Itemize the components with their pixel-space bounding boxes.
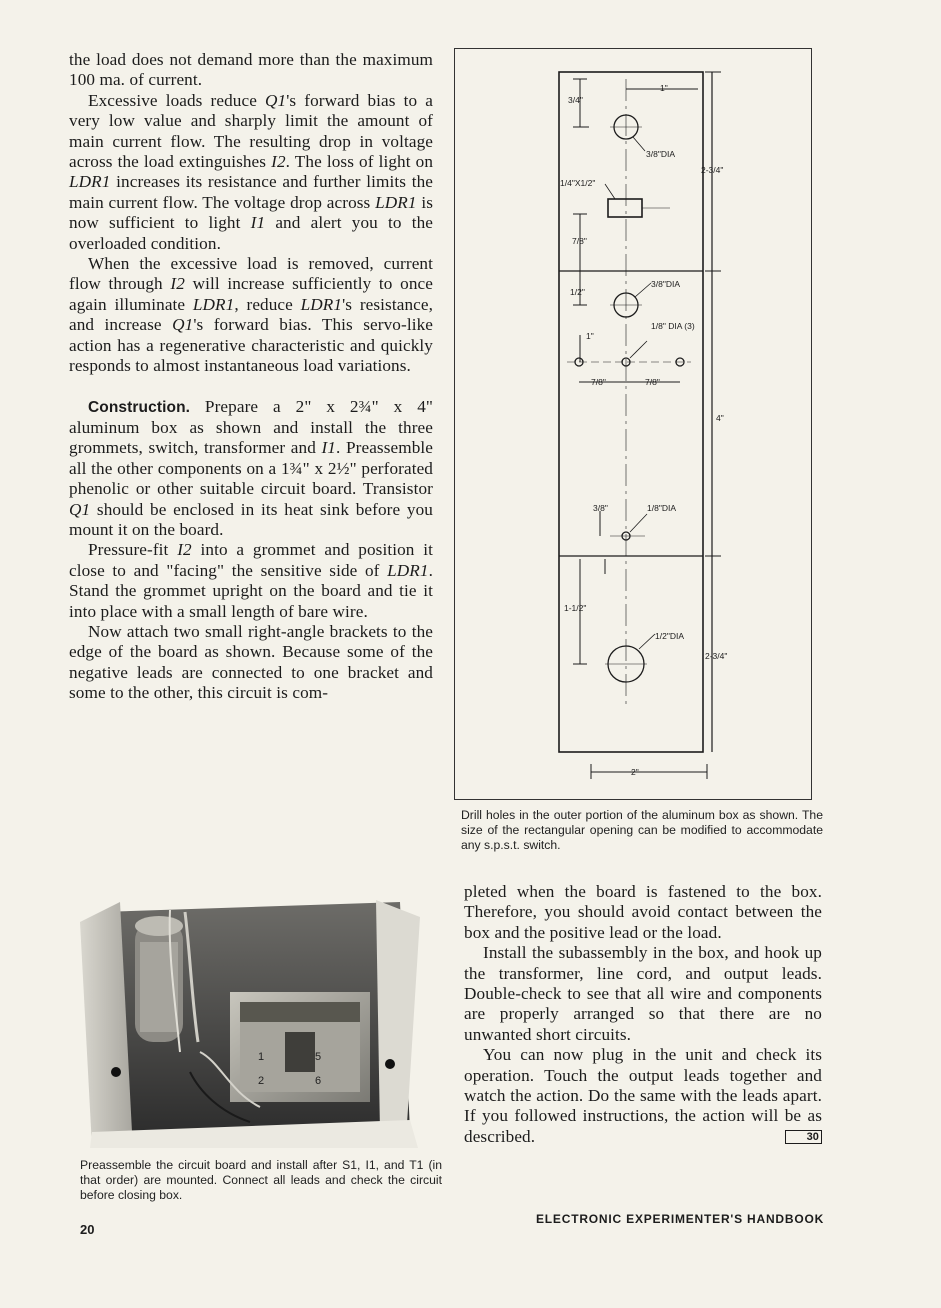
paragraph-excessive-loads: Excessive loads reduce Q1's forward bias to a very low value and sharply limit the amount of main current flow. The resulting drop in voltage across the load extinguishes I2. The loss of light on LDR1 increases its resistance and further limits the main current flow. The voltage drop across LDR1 is now sufficient to light I1 and alert you to the overloaded condition.: [69, 90, 434, 253]
dim-3-8-dia-middle: 3/8"DIA: [651, 279, 681, 289]
dim-1in-top: 1": [660, 83, 668, 93]
paragraph-pressure-fit: Pressure-fit I2 into a grommet and position it close to and "facing" the sensitive side of LDR1. Stand the grommet upright on the board and tie it into place with a small length of bare wire.: [69, 540, 433, 621]
paragraph-check-operation: You can now plug in the unit and check its operation. Touch the output leads together and watch the action. Do the same with the leads apart. If you followed instructions, the action will be as described. 30: [464, 1045, 822, 1146]
dim-1-2-dia: 1/2"DIA: [655, 631, 685, 641]
construction-heading: Construction.: [88, 398, 191, 416]
dim-1-8-dia: 1/8"DIA: [647, 503, 677, 513]
switch-opening: [608, 199, 642, 217]
end-of-article-mark: 30: [785, 1130, 822, 1144]
dim-3-8-dia-top: 3/8"DIA: [646, 149, 676, 159]
screw-hole-left: [111, 1067, 121, 1077]
figure-caption: Drill holes in the outer portion of the aluminum box as shown. The size of the rectangular opening can be modified to accommodate any s.p.s.t. switch.: [461, 808, 823, 852]
page-number: 20: [80, 1222, 95, 1237]
paragraph-brackets: Now attach two small right-angle brackets to the edge of the board as shown. Because some of the negative leads are connected to one bracket and some to the other, this circuit is com-: [69, 621, 433, 703]
screw-hole-right: [385, 1059, 395, 1069]
terminal-label-6: 6: [315, 1075, 322, 1087]
dim-7-8: 7/8": [572, 236, 587, 246]
dim-2: 2": [631, 767, 639, 777]
dim-2-3-4-top: 2-3/4": [701, 165, 724, 175]
right-text-column: [464, 882, 822, 1147]
dim-1in-middle: 1": [586, 331, 594, 341]
photo-caption: Preassemble the circuit board and install after S1, I1, and T1 (in that order) are mounted. Connect all leads and check the circuit before closing box.: [80, 1158, 442, 1202]
dim-7-8-right: 7/8": [645, 377, 660, 387]
assembly-photo-drawing: [80, 892, 438, 1148]
dim-7-8-left: 7/8": [591, 377, 606, 387]
dim-1-1-2: 1-1/2": [564, 603, 587, 613]
left-text-column: [69, 50, 433, 704]
terminal-label-2: 2: [258, 1075, 265, 1087]
dim-2-3-4-bottom: 2-3/4": [705, 651, 728, 661]
paragraph-load-limit: the load does not demand more than the maximum 100 ma. of current.: [69, 50, 433, 90]
terminal-label-5: 5: [315, 1051, 322, 1063]
drilling-diagram: [455, 49, 811, 799]
dim-1-2: 1/2": [570, 287, 585, 297]
terminal-label-1: 1: [258, 1051, 265, 1063]
paragraph-box-contact: pleted when the board is fastened to the box. Therefore, you should avoid contact between the box and the positive lead or the load.: [464, 882, 822, 942]
assembly-photo: [80, 892, 438, 1148]
dim-1-8-dia-3: 1/8" DIA (3): [651, 321, 695, 331]
running-footer: ELECTRONIC EXPERIMENTER'S HANDBOOK: [536, 1212, 825, 1226]
dim-4: 4": [716, 413, 724, 423]
box-outline: [559, 72, 703, 752]
dim-1-4x1-2: 1/4"X1/2": [560, 178, 596, 188]
dim-3-4: 3/4": [568, 95, 583, 105]
paragraph-load-removed: When the excessive load is removed, current flow through I2 will increase sufficiently to once again illuminate LDR1, reduce LDR1's resistance, and increase Q1's forward bias. This servo-like action has a regenerative characteristic and quickly responds to almost instantaneous load variations.: [69, 254, 434, 376]
paragraph-construction: Construction. Prepare a 2" x 2¾" x 4" aluminum box as shown and install the three grommets, switch, transformer and I1. Preassemble all the other components on a 1¾" x 2½" perforated phenolic or other suitable circuit board. Transistor Q1 should be enclosed in its heat sink before you mount it on the board.: [69, 396, 433, 539]
dim-3-8: 3/8": [593, 503, 608, 513]
paragraph-install-subassembly: Install the subassembly in the box, and hook up the transformer, line cord, and output leads. Double-check to see that all wire and components are properly arranged so that there are no unwanted short circuits.: [464, 943, 822, 1044]
drilling-diagram-frame: [454, 48, 812, 800]
